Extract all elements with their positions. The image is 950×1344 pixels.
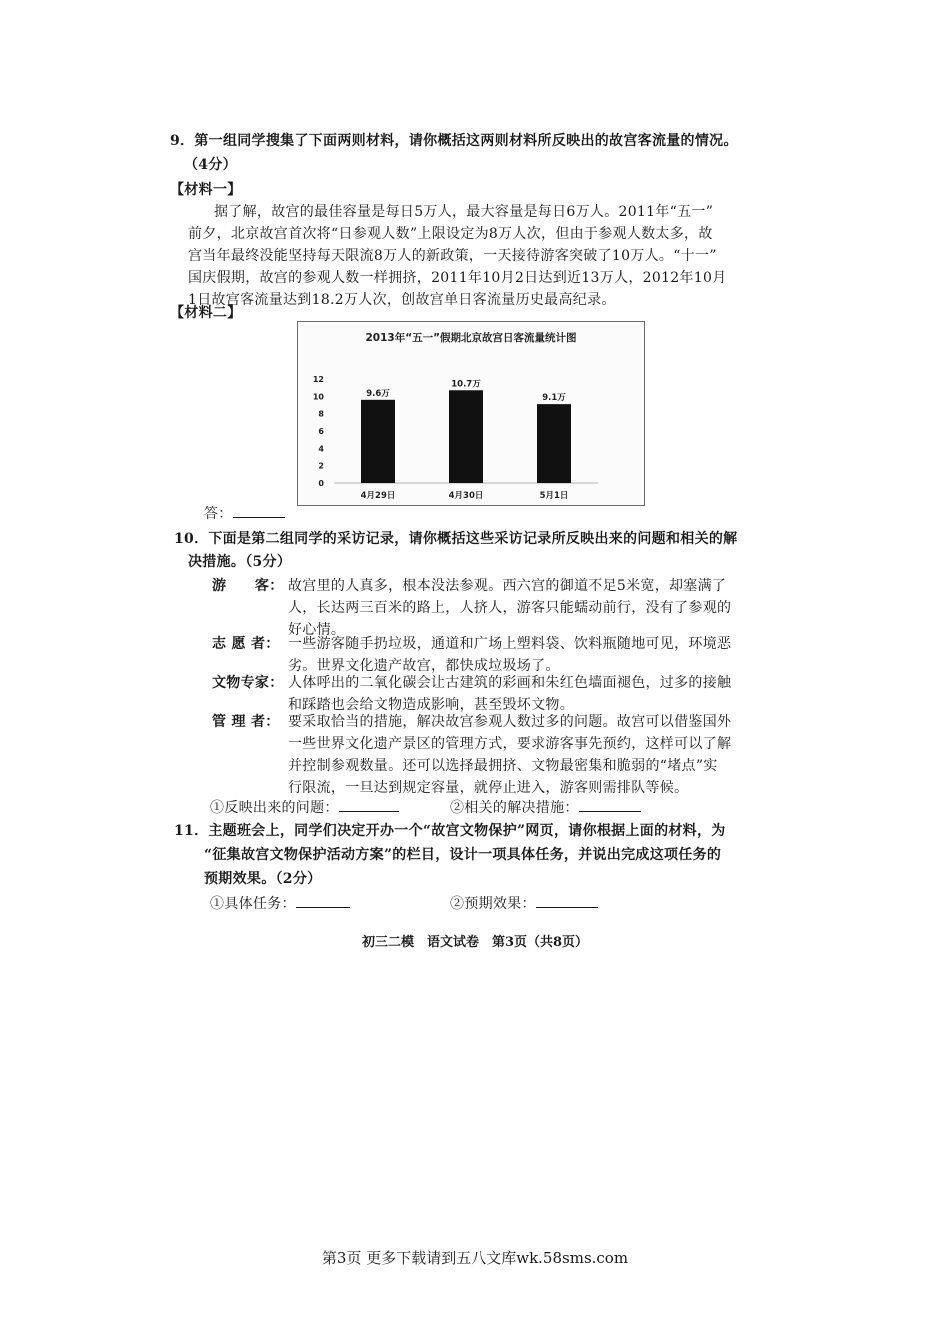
chart-canvas (298, 322, 644, 505)
bar-data-label: 10.7万 (451, 379, 481, 390)
interview-text: 人体呼出的二氧化碳会让古建筑的彩画和朱红色墙面褪色，过多的接触 (288, 675, 732, 691)
bar (537, 404, 571, 483)
x-category-label: 4月30日 (448, 491, 484, 501)
bar (361, 400, 395, 483)
q11-stem-cont: “征集故宫文物保护活动方案”的栏目，设计一项具体任务，并说出完成这项任务的 (204, 847, 722, 863)
interview-text: 行限流，一旦达到规定容量，就停止进入，游客则需排队等候。 (288, 780, 689, 796)
q10-answer-1-label: ①反映出来的问题： (210, 800, 339, 816)
q11-answer-2-label: ②预期效果： (450, 896, 536, 912)
q11-answer-1-blank[interactable] (296, 893, 350, 908)
interview-text: 人，长达两三百米的路上，人挤人，游客只能蠕动前行，没有了参观的 (288, 600, 732, 616)
y-tick-label: 4 (318, 444, 324, 454)
site-footer: 第3页 更多下载请到五八文库wk.58sms.com (321, 1249, 629, 1267)
interview-role: 志 愿 者： (212, 636, 280, 652)
interview-text: 劣。世界文化遗产故宫，都快成垃圾场了。 (288, 658, 560, 674)
interview-role: 管 理 者： (212, 714, 280, 730)
interview-role: 游 客： (212, 578, 284, 594)
x-category-label: 4月29日 (360, 491, 396, 501)
q11-answer-1-label: ①具体任务： (210, 896, 296, 912)
q9-score: （4分） (184, 157, 237, 173)
bar-data-label: 9.1万 (542, 393, 566, 404)
material1-line: 宫当年最终没能坚持每天限流8万人的新政策，一天接待游客突破了10万人。“十一” (188, 248, 717, 264)
q10-stem: 10．下面是第二组同学的采访记录，请你概括这些采访记录所反映出来的问题和相关的解 (174, 531, 738, 547)
interview-text: 一些世界文化遗产景区的管理方式，要求游客事先预约，这样可以了解 (288, 736, 732, 752)
chart-title: 2013年“五一”假期北京故宫日客流量统计图 (365, 332, 577, 344)
material2-label: 【材料二】 (170, 305, 242, 321)
q10-answer-2 (450, 797, 641, 818)
q11-answer-2 (450, 893, 598, 914)
interview-text: 好心情。 (288, 622, 346, 638)
q10-answer-1 (210, 797, 399, 818)
q9-answer-line (204, 503, 285, 524)
q10-stem-cont: 决措施。（5分） (188, 554, 292, 570)
q9-answer-blank[interactable] (233, 503, 285, 518)
y-tick-label: 0 (318, 479, 324, 488)
material1-line: 前夕，北京故宫首次将“日参观人数”上限设定为8万人次，但由于参观人数太多，故 (188, 226, 713, 242)
y-tick-label: 8 (318, 409, 324, 419)
q10-answer-1-blank[interactable] (339, 797, 399, 812)
y-tick-label: 12 (312, 375, 324, 384)
material1-line: 国庆假期，故宫的参观人数一样拥挤，2011年10月2日达到近13万人，2012年10月 (188, 270, 727, 286)
material1-line: 据了解，故宫的最佳容量是每日5万人，最大容量是每日6万人。2011年“五一” (214, 204, 714, 220)
interview-text: 和踩踏也会给文物造成影响，甚至毁坏文物。 (288, 697, 574, 713)
q11-answer-2-blank[interactable] (536, 893, 598, 908)
y-tick-label: 6 (318, 427, 324, 436)
interview-text: 故宫里的人真多，根本没法参观。西六宫的御道不足5米宽，却塞满了 (288, 578, 727, 594)
bar-chart (297, 321, 645, 506)
q10-answer-2-label: ②相关的解决措施： (450, 800, 579, 816)
bar-data-label: 9.6万 (366, 388, 390, 399)
y-tick-label: 10 (312, 392, 324, 402)
bar (449, 390, 483, 483)
interview-text: 一些游客随手扔垃圾，通道和广场上塑料袋、饮料瓶随地可见，环境恶 (288, 636, 732, 652)
y-tick-label: 2 (318, 461, 324, 471)
q11-answer-1 (210, 893, 350, 914)
q9-stem: 9．第一组同学搜集了下面两则材料，请你概括这两则材料所反映出的故宫客流量的情况。 (170, 133, 738, 149)
material1-label: 【材料一】 (170, 182, 242, 198)
q11-stem-cont: 预期效果。（2分） (204, 871, 322, 887)
interview-text: 要采取恰当的措施，解决故宫参观人数过多的问题。故宫可以借鉴国外 (288, 714, 732, 730)
interview-text: 并控制参观数量。还可以选择最拥挤、文物最密集和脆弱的“堵点”实 (288, 758, 718, 774)
x-category-label: 5月1日 (539, 491, 569, 501)
page-footer: 初三二模 语文试卷 第3页（共8页） (361, 935, 589, 950)
q9-answer-label: 答： (204, 506, 233, 522)
interview-role: 文物专家： (212, 675, 284, 691)
q11-stem: 11．主题班会上，同学们决定开办一个“故宫文物保护”网页，请你根据上面的材料，为 (174, 823, 726, 839)
q10-answer-2-blank[interactable] (579, 797, 641, 812)
material1-line: 1日故宫客流量达到18.2万人次，创故宫单日客流量历史最高纪录。 (188, 292, 616, 308)
